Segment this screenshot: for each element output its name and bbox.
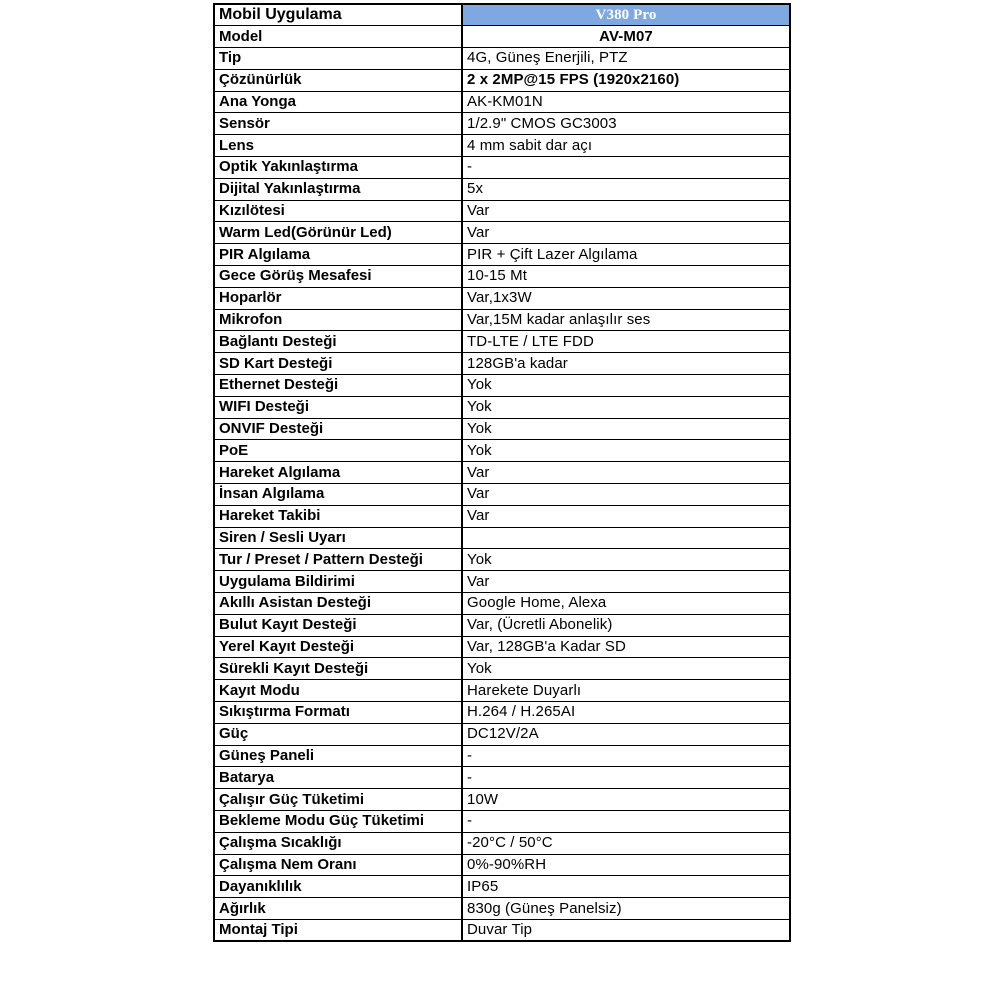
table-row — [214, 135, 790, 157]
table-row — [214, 636, 790, 658]
spec-label: Çalışma Nem Oranı — [214, 854, 462, 876]
table-row — [214, 200, 790, 222]
spec-value: AK-KM01N — [462, 91, 790, 113]
spec-value: PIR + Çift Lazer Algılama — [462, 244, 790, 266]
spec-value: Google Home, Alexa — [462, 593, 790, 615]
spec-value: 5x — [462, 178, 790, 200]
spec-label: PIR Algılama — [214, 244, 462, 266]
table-row — [214, 331, 790, 353]
table-row — [214, 593, 790, 615]
spec-label: Tip — [214, 48, 462, 70]
spec-value: Var — [462, 200, 790, 222]
spec-value: 830g (Güneş Panelsiz) — [462, 898, 790, 920]
spec-label: Model — [214, 26, 462, 48]
spec-label: Montaj Tipi — [214, 919, 462, 941]
spec-label: Gece Görüş Mesafesi — [214, 266, 462, 288]
table-row — [214, 832, 790, 854]
spec-value: 1/2.9" CMOS GC3003 — [462, 113, 790, 135]
table-row — [214, 353, 790, 375]
table-row — [214, 91, 790, 113]
spec-label: ONVIF Desteği — [214, 418, 462, 440]
spec-label: Yerel Kayıt Desteği — [214, 636, 462, 658]
spec-value: DC12V/2A — [462, 723, 790, 745]
table-row — [214, 396, 790, 418]
spec-value: 10-15 Mt — [462, 266, 790, 288]
spec-value: Var — [462, 462, 790, 484]
spec-value: Yok — [462, 375, 790, 397]
spec-label: Warm Led(Görünür Led) — [214, 222, 462, 244]
spec-label: Sıkıştırma Formatı — [214, 702, 462, 724]
table-row — [214, 484, 790, 506]
table-row — [214, 113, 790, 135]
spec-label: Güç — [214, 723, 462, 745]
header-label: Mobil Uygulama — [214, 4, 462, 26]
header-value: V380 Pro — [462, 4, 790, 26]
spec-label: Bağlantı Desteği — [214, 331, 462, 353]
spec-value: IP65 — [462, 876, 790, 898]
spec-value: Var — [462, 222, 790, 244]
spec-label: Ethernet Desteği — [214, 375, 462, 397]
spec-label: Hareket Takibi — [214, 505, 462, 527]
spec-value: Harekete Duyarlı — [462, 680, 790, 702]
spec-value: Yok — [462, 418, 790, 440]
table-row — [214, 745, 790, 767]
spec-label: Kayıt Modu — [214, 680, 462, 702]
spec-value: Var — [462, 505, 790, 527]
spec-value: H.264 / H.265AI — [462, 702, 790, 724]
spec-value — [462, 527, 790, 549]
spec-value: -20°C / 50°C — [462, 832, 790, 854]
table-row — [214, 26, 790, 48]
spec-label: Optik Yakınlaştırma — [214, 157, 462, 179]
spec-value: - — [462, 810, 790, 832]
spec-label: Hareket Algılama — [214, 462, 462, 484]
spec-label: Çalışır Güç Tüketimi — [214, 789, 462, 811]
spec-value: 2 x 2MP@15 FPS (1920x2160) — [462, 69, 790, 91]
spec-label: PoE — [214, 440, 462, 462]
table-row — [214, 571, 790, 593]
spec-label: Kızılötesi — [214, 200, 462, 222]
spec-label: Dayanıklılık — [214, 876, 462, 898]
spec-label: Siren / Sesli Uyarı — [214, 527, 462, 549]
table-row — [214, 178, 790, 200]
spec-label: Uygulama Bildirimi — [214, 571, 462, 593]
spec-value: 0%-90%RH — [462, 854, 790, 876]
spec-label: WIFI Desteği — [214, 396, 462, 418]
spec-table-body — [214, 4, 790, 941]
spec-value: Duvar Tip — [462, 919, 790, 941]
spec-label: Sürekli Kayıt Desteği — [214, 658, 462, 680]
spec-value: 128GB'a kadar — [462, 353, 790, 375]
table-row — [214, 658, 790, 680]
table-row — [214, 244, 790, 266]
table-row — [214, 789, 790, 811]
table-row — [214, 702, 790, 724]
spec-value: - — [462, 745, 790, 767]
table-row — [214, 898, 790, 920]
spec-value: AV-M07 — [462, 26, 790, 48]
table-header-row — [214, 4, 790, 26]
spec-label: SD Kart Desteği — [214, 353, 462, 375]
table-row — [214, 222, 790, 244]
table-row — [214, 440, 790, 462]
spec-value: Var,15M kadar anlaşılır ses — [462, 309, 790, 331]
table-row — [214, 375, 790, 397]
spec-value: Yok — [462, 658, 790, 680]
spec-value: 4 mm sabit dar açı — [462, 135, 790, 157]
table-row — [214, 418, 790, 440]
spec-value: - — [462, 157, 790, 179]
spec-label: Akıllı Asistan Desteği — [214, 593, 462, 615]
spec-value: Var, (Ücretli Abonelik) — [462, 614, 790, 636]
table-row — [214, 876, 790, 898]
spec-value: Yok — [462, 396, 790, 418]
spec-value: Yok — [462, 549, 790, 571]
spec-label: Ana Yonga — [214, 91, 462, 113]
table-row — [214, 680, 790, 702]
spec-value: 10W — [462, 789, 790, 811]
table-row — [214, 854, 790, 876]
spec-label: Bekleme Modu Güç Tüketimi — [214, 810, 462, 832]
spec-value: Var — [462, 571, 790, 593]
spec-label: Dijital Yakınlaştırma — [214, 178, 462, 200]
spec-label: Hoparlör — [214, 287, 462, 309]
table-row — [214, 462, 790, 484]
table-row — [214, 266, 790, 288]
table-row — [214, 723, 790, 745]
table-row — [214, 549, 790, 571]
spec-label: Güneş Paneli — [214, 745, 462, 767]
spec-value: - — [462, 767, 790, 789]
table-row — [214, 505, 790, 527]
table-row — [214, 614, 790, 636]
spec-value: Yok — [462, 440, 790, 462]
spec-value: Var, 128GB'a Kadar SD — [462, 636, 790, 658]
table-row — [214, 287, 790, 309]
table-row — [214, 48, 790, 70]
table-row — [214, 919, 790, 941]
table-row — [214, 157, 790, 179]
spec-label: Ağırlık — [214, 898, 462, 920]
table-row — [214, 810, 790, 832]
spec-label: Lens — [214, 135, 462, 157]
spec-value: 4G, Güneş Enerjili, PTZ — [462, 48, 790, 70]
spec-label: Çalışma Sıcaklığı — [214, 832, 462, 854]
spec-table — [213, 3, 791, 942]
table-row — [214, 527, 790, 549]
spec-label: Bulut Kayıt Desteği — [214, 614, 462, 636]
spec-value: Var,1x3W — [462, 287, 790, 309]
spec-value: Var — [462, 484, 790, 506]
table-row — [214, 767, 790, 789]
spec-label: Batarya — [214, 767, 462, 789]
spec-label: Sensör — [214, 113, 462, 135]
spec-label: Çözünürlük — [214, 69, 462, 91]
spec-label: İnsan Algılama — [214, 484, 462, 506]
table-row — [214, 309, 790, 331]
spec-label: Tur / Preset / Pattern Desteği — [214, 549, 462, 571]
table-row — [214, 69, 790, 91]
spec-label: Mikrofon — [214, 309, 462, 331]
spec-value: TD-LTE / LTE FDD — [462, 331, 790, 353]
